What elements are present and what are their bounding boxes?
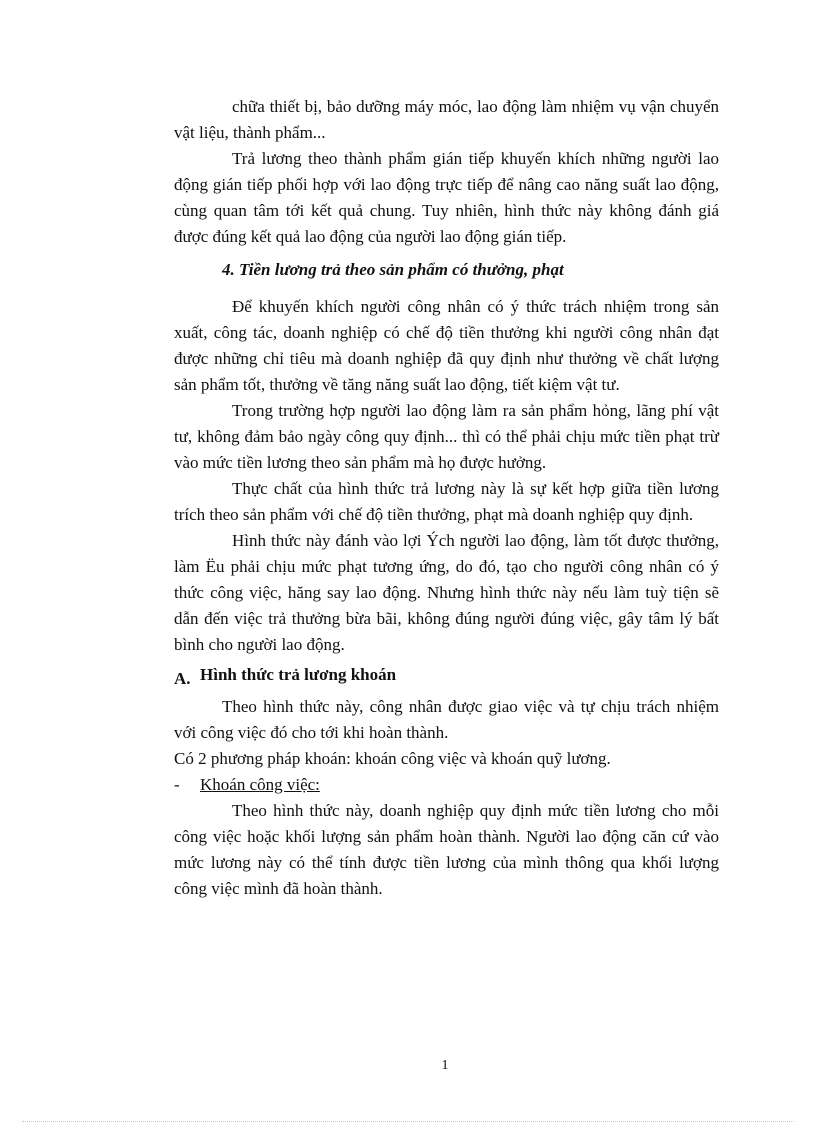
section-heading-4: 4. Tiền lương trả theo sản phẩm có thưởng, phạt [222,260,564,279]
paragraph-4: Trong trường hợp người lao động làm ra sản phẩm hỏng, lãng phí vật tư, không đảm bảo ngày công quy định... thì có thể phải chịu mức tiền phạt trừ vào mức tiền lương theo sản phẩm mà họ được hưởng. [174,401,719,472]
footer-divider [22,1121,794,1122]
paragraph-6: Hình thức này đánh vào lợi Ých người lao động, làm tốt được thưởng, làm Ëu phải chịu mức phạt tương ứng, do đó, tạo cho người công nhân có ý thức công việc, hăng say lao động. Nhưng hình thức này nếu làm tuỳ tiện sẽ dẫn đến việc trả thưởng bừa bãi, không đúng người đúng việc, gây tâm lý bất bình cho người lao động. [174,531,719,654]
document-page [174,94,719,902]
paragraph-8: Có 2 phương pháp khoán: khoán công việc và khoán quỹ lương. [174,749,611,768]
paragraph-7: Theo hình thức này, công nhân được giao việc và tự chịu trách nhiệm với công việc đó cho tới khi hoàn thành. [174,697,719,742]
bullet-text: Khoán công việc: [200,775,320,794]
bullet-item [174,772,719,798]
bullet-dash: - [174,775,180,794]
paragraph-1: chữa thiết bị, bảo dưỡng máy móc, lao động làm nhiệm vụ vận chuyển vật liệu, thành phẩm... [174,97,719,142]
paragraph-2: Trả lương theo thành phẩm gián tiếp khuyến khích những người lao động gián tiếp phối hợp với lao động trực tiếp để nâng cao năng suất lao động, cùng quan tâm tới kết quả chung. Tuy nhiên, hình thức này không đánh giá được đúng kết quả lao động của người lao động gián tiếp. [174,149,719,246]
section-title: Hình thức trả lương khoán [200,665,397,684]
paragraph-5: Thực chất của hình thức trả lương này là sự kết hợp giữa tiền lương trích theo sản phẩm với chế độ tiền thưởng, phạt mà doanh nghiệp quy định. [174,479,719,524]
paragraph-9: Theo hình thức này, doanh nghiệp quy định mức tiền lương cho mỗi công việc hoặc khối lượng sản phẩm hoàn thành. Người lao động căn cứ vào mức lương này có thể tính được tiền lương của mình thông qua khối lượng công việc mình đã hoàn thành. [174,801,719,898]
paragraph-3: Để khuyến khích người công nhân có ý thức trách nhiệm trong sản xuất, công tác, doanh nghiệp có chế độ tiền thưởng khi người công nhân đạt được những chỉ tiêu mà doanh nghiệp đã quy định như thưởng về chất lượng sản phẩm tốt, thưởng về tăng năng suất lao động, tiết kiệm vật tư. [174,297,719,394]
section-heading-a [174,662,719,688]
page-number: 1 [441,1058,449,1073]
section-letter: A. [174,669,191,688]
